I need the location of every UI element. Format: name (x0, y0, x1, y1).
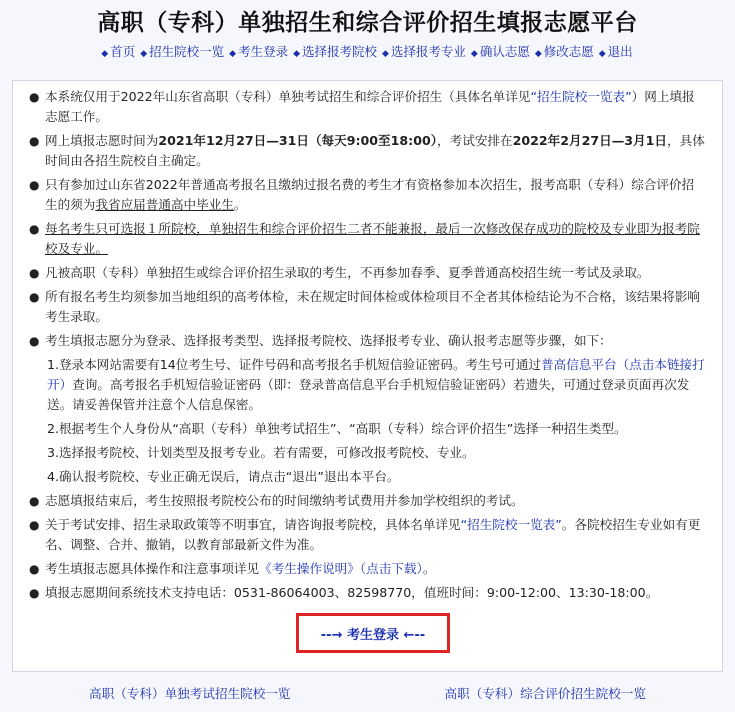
notice-text: 凡被高职（专科）单独招生或综合评价招生录取的考生，不再参加春季、夏季普通高校招生统一考试及录取。 (45, 265, 650, 280)
diamond-bullet-icon: ◆ (140, 49, 148, 59)
bullet-icon: ● (29, 290, 40, 304)
notice-text: 。 (422, 561, 436, 576)
step-text: 查询。高考报名手机短信验证密码（即：登录普高信息平台手机短信验证密码）若遗失，可通过登录页面再次发送。请妥善保管并注意个人信息保密。 (47, 377, 690, 412)
info-platform-link[interactable]: 普高信息平台（点击本链接打开） (47, 357, 705, 392)
notice-text: ，具体时间由各招生院校自主确定。 (45, 133, 705, 168)
notice-text: 网上填报志愿时间为 (45, 133, 159, 148)
operation-guide-link[interactable]: 《考生操作说明》（点击下载） (259, 561, 423, 576)
notice-text: 关于考试安排、招生录取政策等不明事宜，请咨询报考院校，具体名单详见 (45, 517, 461, 532)
notice-text: 考生填报志愿分为登录、选择报考类型、选择报考院校、选择报考专业、确认报考志愿等步骤，如下： (45, 333, 612, 348)
login-button-highlight (296, 613, 450, 653)
notice-text: 考生填报志愿具体操作和注意事项详见 (45, 561, 260, 576)
notice-text: 。 (233, 197, 247, 212)
notice-panel (12, 80, 723, 672)
bullet-icon: ● (29, 494, 40, 508)
diamond-bullet-icon: ◆ (534, 49, 542, 59)
nav-confirm[interactable]: 确认志愿 (479, 44, 530, 59)
notice-text: 。各院校招生专业如有更名、调整、合并、撤销，以教育部最新文件为准。 (45, 517, 701, 552)
step-item (25, 443, 706, 463)
notice-text: 志愿填报结束后，考生按照报考院校公布的时间缴纳考试费用并参加学校组织的考试。 (45, 493, 524, 508)
page-title: 高职（专科）单独招生和综合评价招生填报志愿平台 (97, 10, 638, 36)
notice-item (25, 515, 706, 555)
notice-item (25, 131, 706, 171)
step-item (25, 355, 706, 415)
nav-modify[interactable]: 修改志愿 (543, 44, 594, 59)
bullet-icon: ● (29, 586, 40, 600)
nav-logout[interactable]: 退出 (607, 44, 633, 59)
notice-item (25, 583, 706, 603)
notice-item (25, 287, 706, 327)
notice-text: ）网上填报志愿工作。 (45, 89, 695, 124)
notice-item (25, 175, 706, 215)
step-text: 2.根据考生个人身份从“高职（专科）单独考试招生”、“高职（专科）综合评价招生”选择一种招生类型。 (47, 421, 627, 436)
bullet-icon: ● (29, 562, 40, 576)
fill-period: 2021年12月27日—31日（每天9:00至18:00） (158, 133, 438, 148)
bullet-icon: ● (29, 222, 40, 236)
footer-comprehensive-colleges-link[interactable]: 高职（专科）综合评价招生院校一览 (444, 685, 646, 701)
notice-item (25, 219, 706, 259)
notice-text: 填报志愿期间系统技术支持电话：0531-86064003、82598770，值班时间：9:00-12:00、13:30-18:00。 (45, 585, 659, 600)
diamond-bullet-icon: ◆ (470, 49, 478, 59)
bullet-icon: ● (29, 266, 40, 280)
bullet-icon: ● (29, 518, 40, 532)
nav-college-list[interactable]: 招生院校一览 (149, 44, 225, 59)
top-nav (0, 43, 735, 63)
bullet-icon: ● (29, 334, 40, 348)
diamond-bullet-icon: ◆ (101, 49, 109, 59)
notice-item (25, 559, 706, 579)
step-text: 4.确认报考院校、专业正确无误后，请点击“退出”退出本平台。 (47, 469, 400, 484)
notice-text: 本系统仅用于2022年山东省高职（专科）单独考试招生和综合评价招生（具体名单详见 (45, 89, 531, 104)
notice-underlined-text: 我省应届普通高中毕业生 (95, 197, 234, 212)
bullet-icon: ● (29, 178, 40, 192)
footer-single-exam-colleges-link[interactable]: 高职（专科）单独考试招生院校一览 (89, 685, 291, 701)
notice-item (25, 491, 706, 511)
notice-text: 只有参加过山东省2022年普通高考报名且缴纳过报名费的考生才有资格参加本次招生，报考高职（专科）综合评价招生的须为 (45, 177, 695, 212)
step-item (25, 467, 706, 487)
nav-select-college[interactable]: 选择报考院校 (301, 44, 377, 59)
college-list-link[interactable]: “招生院校一览表” (530, 89, 632, 104)
bullet-icon: ● (29, 134, 40, 148)
exam-period: 2022年2月27日—3月1日 (512, 133, 668, 148)
notice-text: ，考试安排在 (437, 133, 513, 148)
college-list-link[interactable]: “招生院校一览表” (460, 517, 562, 532)
notice-underlined-text: 每名考生只可选报１所院校，单独招生和综合评价招生二者不能兼报，最后一次修改保存成功的院校及专业即为报考院校及专业。 (45, 221, 700, 256)
notice-list (13, 81, 722, 603)
diamond-bullet-icon: ◆ (229, 49, 237, 59)
student-login-button[interactable]: --→ 考生登录 ←-- (320, 627, 426, 643)
bullet-icon: ● (29, 90, 40, 104)
footer-links (12, 672, 723, 712)
diamond-bullet-icon: ◆ (381, 49, 389, 59)
step-item (25, 419, 706, 439)
nav-login[interactable]: 考生登录 (238, 44, 289, 59)
step-text: 3.选择报考院校、计划类型及报考专业。若有需要，可修改报考院校、专业。 (47, 445, 475, 460)
nav-select-major[interactable]: 选择报考专业 (390, 44, 466, 59)
step-text: 1.登录本网站需要有14位考生号、证件号码和高考报名手机短信验证密码。考生号可通过 (47, 357, 542, 372)
notice-item (25, 87, 706, 127)
nav-home[interactable]: 首页 (110, 44, 136, 59)
notice-item (25, 331, 706, 351)
diamond-bullet-icon: ◆ (293, 49, 300, 59)
notice-text: 所有报名考生均须参加当地组织的高考体检，未在规定时间体检或体检项目不全者其体检结论为不合格，该结果将影响考生录取。 (45, 289, 700, 324)
notice-item (25, 263, 706, 283)
diamond-bullet-icon: ◆ (598, 49, 606, 59)
